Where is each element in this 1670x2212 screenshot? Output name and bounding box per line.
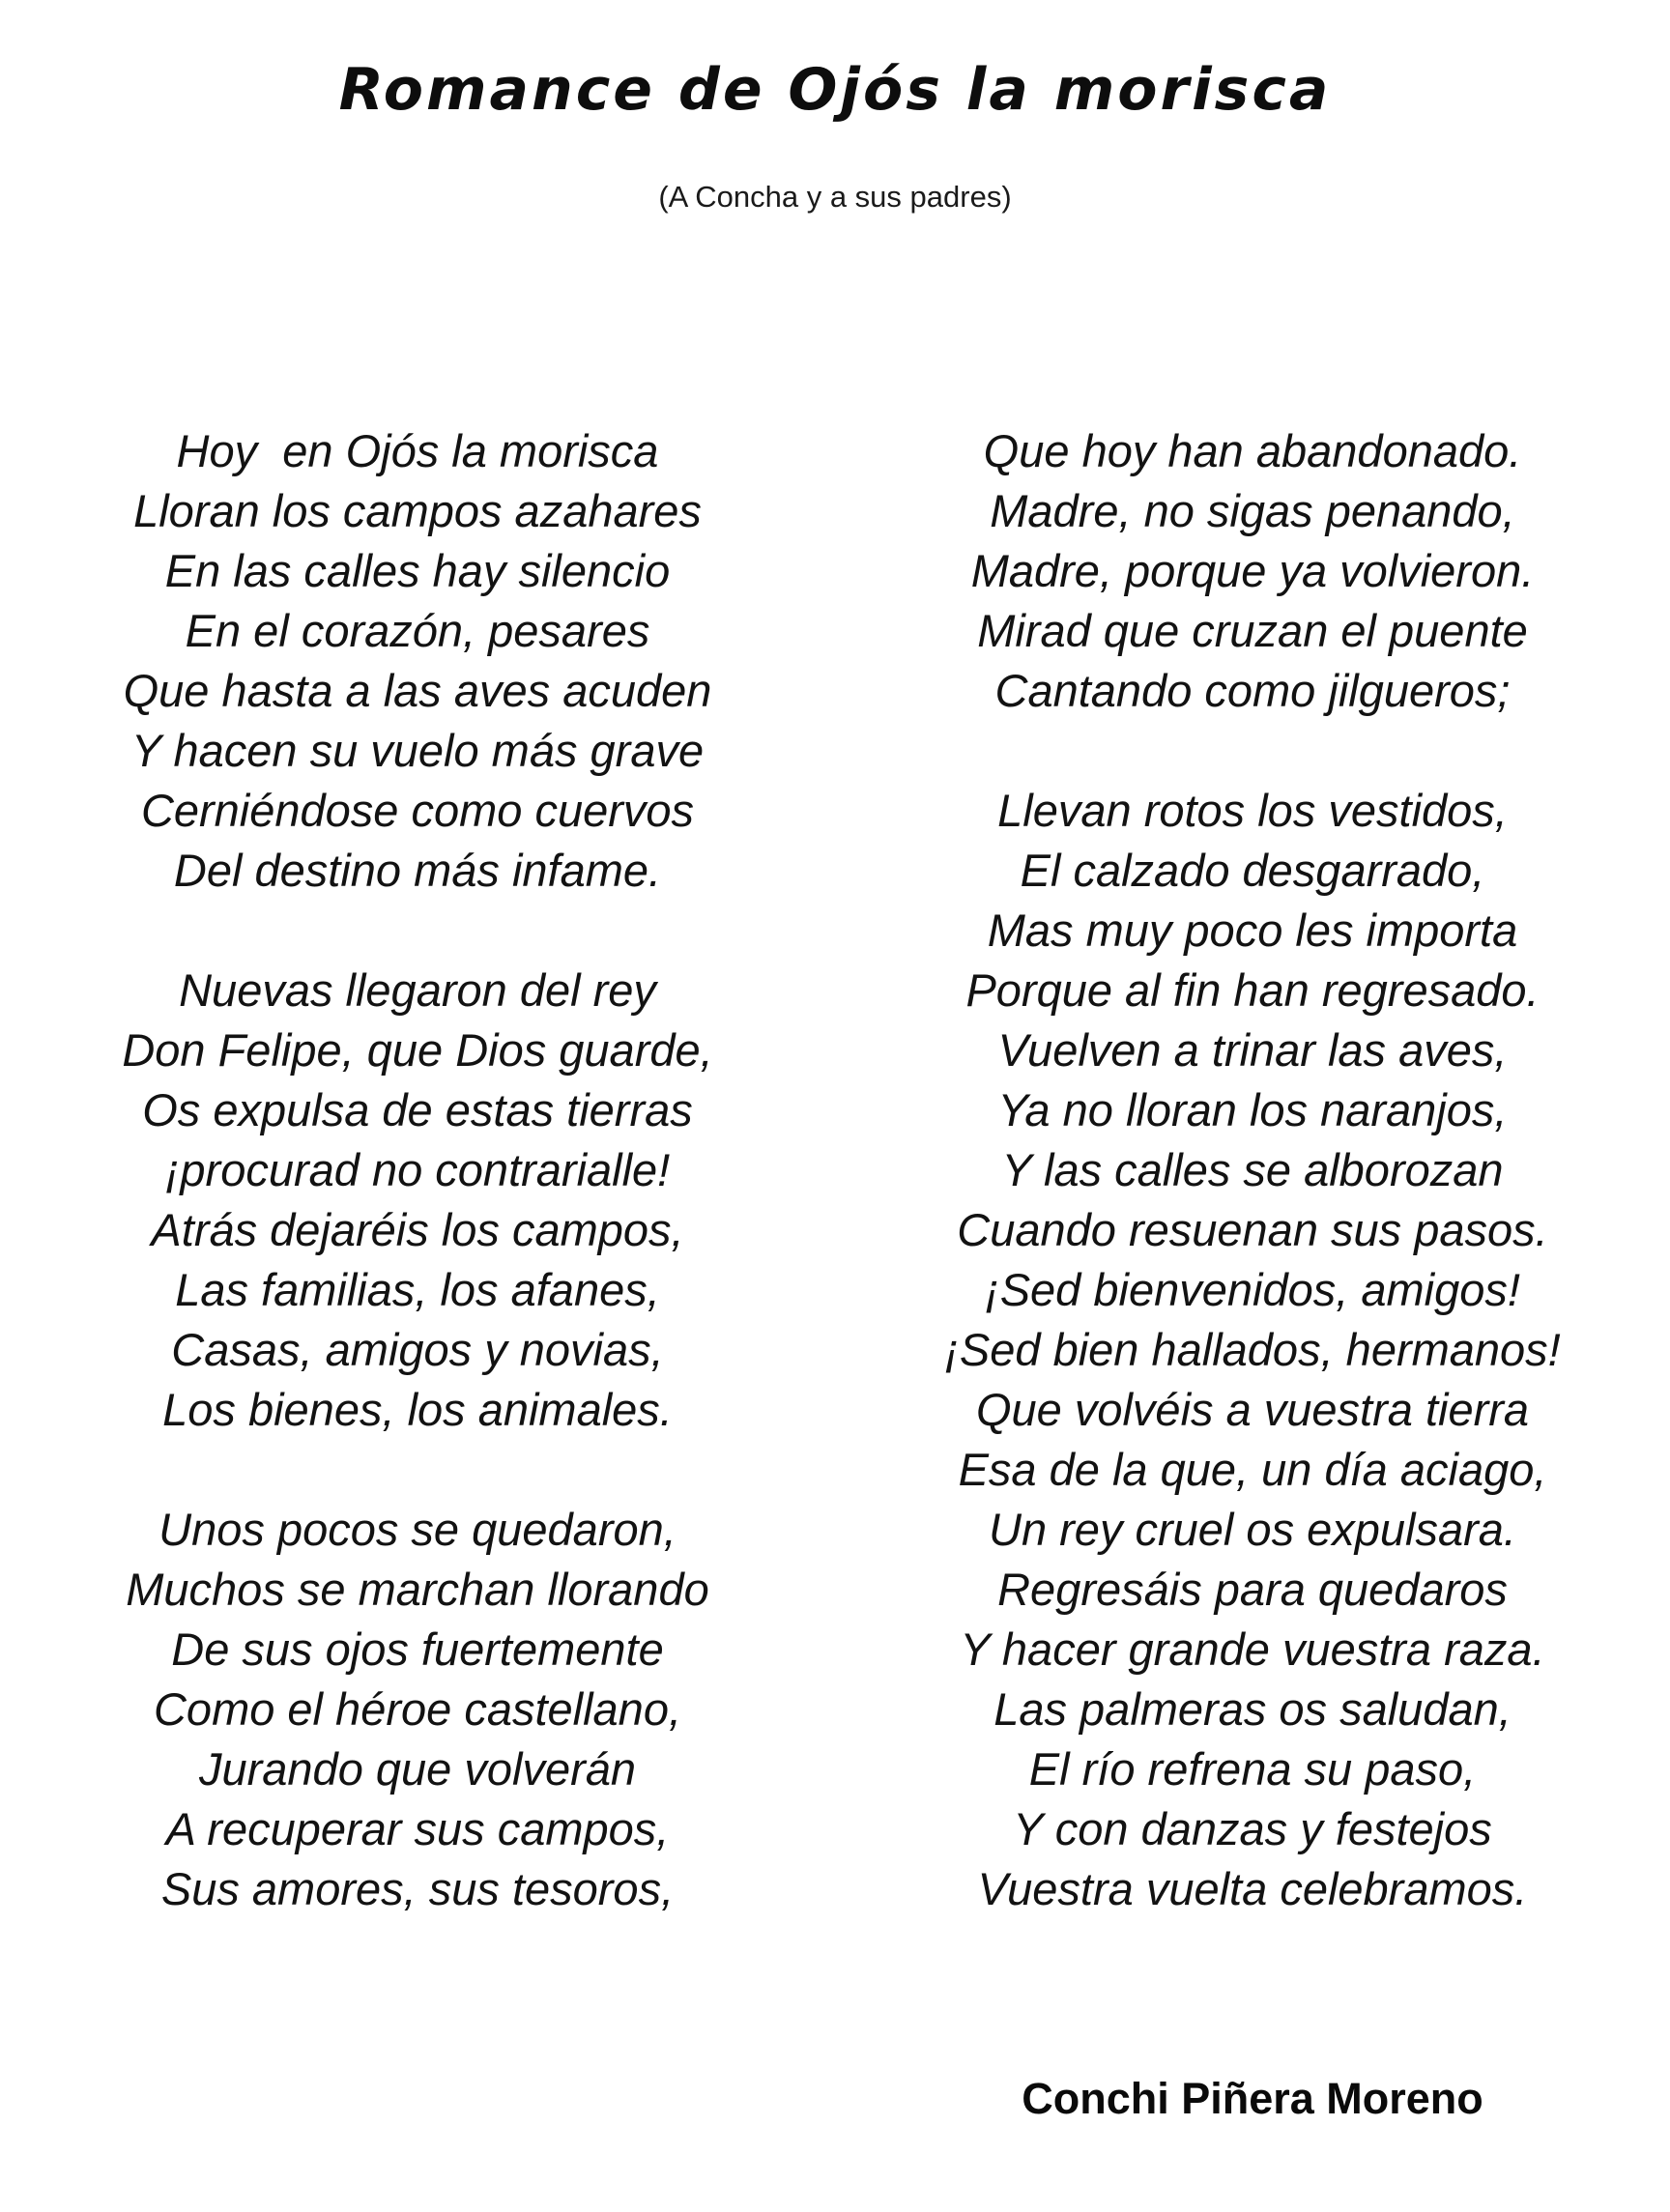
poem-line: Madre, no sigas penando, (990, 485, 1515, 536)
poem-line: Del destino más infame. (173, 845, 662, 896)
stanza (0, 961, 835, 1440)
poem-line: En las calles hay silencio (164, 545, 671, 596)
poem-dedication: (A Concha y a sus padres) (658, 180, 1012, 214)
poem-line: Y hacer grande vuestra raza. (960, 1623, 1545, 1675)
poem-line: Cerniéndose como cuervos (140, 785, 695, 836)
poem-line: Mirad que cruzan el puente (977, 605, 1528, 656)
stanza (0, 1500, 835, 1919)
poem-line: Que volvéis a vuestra tierra (975, 1384, 1530, 1435)
poem-line: Vuelven a trinar las aves, (997, 1024, 1508, 1076)
poem-line: Las familias, los afanes, (175, 1264, 660, 1315)
stanza (835, 421, 1670, 721)
stanza (0, 421, 835, 901)
poem-body (0, 421, 1670, 1979)
poem-column-right (835, 421, 1670, 1979)
poem-line: Atrás dejaréis los campos, (151, 1204, 684, 1255)
poem-line: ¡Sed bienvenidos, amigos! (985, 1264, 1520, 1315)
poem-line: Porque al fin han regresado. (965, 964, 1540, 1016)
poem-line: Madre, porque ya volvieron. (970, 545, 1535, 596)
poem-line: Las palmeras os saludan, (993, 1683, 1512, 1735)
poem-line: ¡Sed bien hallados, hermanos! (944, 1324, 1561, 1375)
poem-line: Un rey cruel os expulsara. (989, 1504, 1516, 1555)
poem-line: Jurando que volverán (198, 1743, 637, 1795)
poem-line: Unos pocos se quedaron, (158, 1504, 677, 1555)
poem-title: Romance de Ojós la morisca (338, 56, 1332, 124)
poem-line: Que hoy han abandonado. (983, 425, 1522, 476)
poem-line: Llevan rotos los vestidos, (997, 785, 1508, 836)
poem-line: Regresáis para quedaros (997, 1564, 1508, 1615)
author-name: Conchi Piñera Moreno (1022, 2074, 1483, 2123)
poem-line: En el corazón, pesares (185, 605, 650, 656)
poem-line: Sus amores, sus tesoros, (160, 1863, 675, 1914)
poem-line: Mas muy poco les importa (987, 905, 1518, 956)
poem-line: Casas, amigos y novias, (171, 1324, 664, 1375)
poem-line: Los bienes, los animales. (162, 1384, 673, 1435)
stanza (835, 781, 1670, 1919)
poem-line: ¡procurad no contrarialle! (164, 1144, 671, 1195)
poem-line: Esa de la que, un día aciago, (958, 1444, 1547, 1495)
poem-line: Lloran los campos azahares (133, 485, 702, 536)
poem-line: Vuestra vuelta celebramos. (977, 1863, 1528, 1914)
poem-column-left (0, 421, 835, 1979)
poem-line: Os expulsa de estas tierras (142, 1084, 693, 1135)
poem-line: El calzado desgarrado, (1020, 845, 1485, 896)
poem-line: Que hasta a las aves acuden (123, 665, 712, 716)
poem-line: El río refrena su paso, (1028, 1743, 1477, 1795)
poem-line: Hoy en Ojós la morisca (176, 425, 659, 476)
poem-line: Y las calles se alborozan (1001, 1144, 1504, 1195)
poem-line: Muchos se marchan llorando (126, 1564, 709, 1615)
poem-line: Cuando resuenan sus pasos. (957, 1204, 1548, 1255)
poem-line: Y con danzas y festejos (1013, 1803, 1492, 1854)
poem-line: Don Felipe, que Dios guarde, (122, 1024, 713, 1076)
poem-line: Ya no lloran los naranjos, (997, 1084, 1508, 1135)
poem-line: A recuperar sus campos, (165, 1803, 670, 1854)
poem-line: Cantando como jilgueros; (994, 665, 1511, 716)
poem-line: Como el héroe castellano, (153, 1683, 682, 1735)
poem-line: Nuevas llegaron del rey (179, 964, 656, 1016)
poem-line: De sus ojos fuertemente (171, 1623, 664, 1675)
poem-line: Y hacen su vuelo más grave (130, 725, 705, 776)
